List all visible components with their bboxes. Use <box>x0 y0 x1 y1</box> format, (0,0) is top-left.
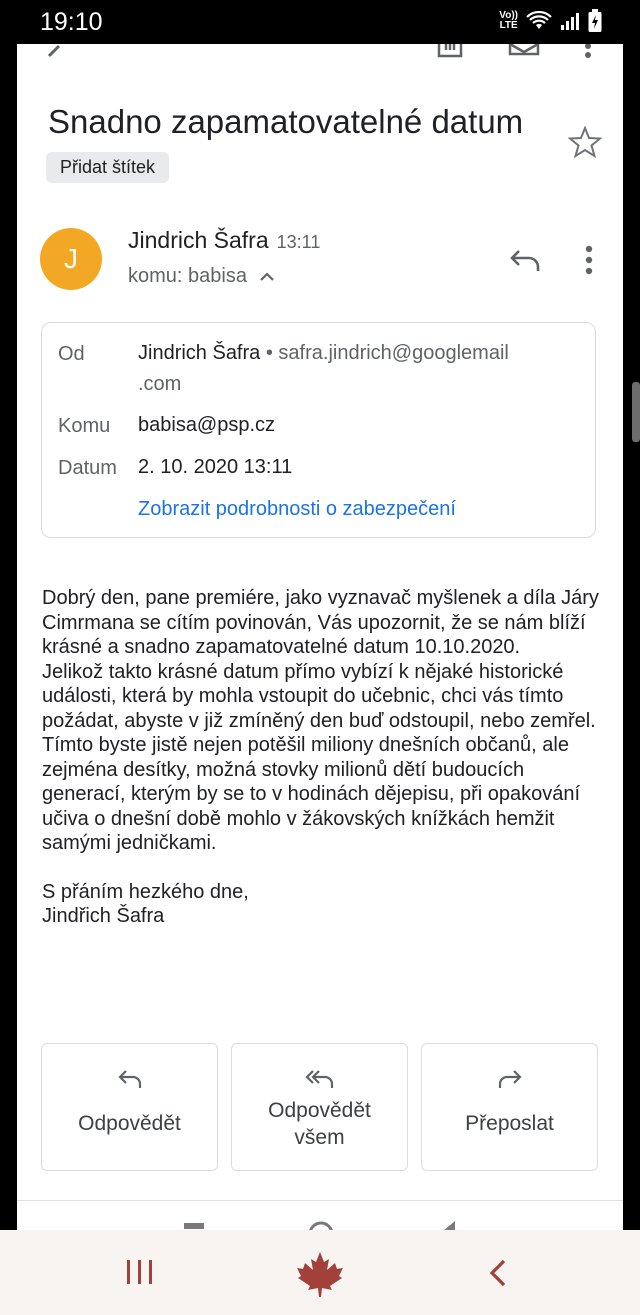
triangle-icon <box>441 1219 455 1230</box>
sender-time: 13:11 <box>276 232 321 252</box>
reply-all-button[interactable]: Odpovědět všem <box>231 1043 408 1171</box>
to-label: Komu <box>58 415 111 437</box>
email-subject: Snadno zapamatovatelné datum <box>48 103 524 140</box>
mail-icon[interactable] <box>508 44 540 58</box>
back-icon[interactable] <box>486 1258 510 1288</box>
bar-icon <box>184 1221 204 1229</box>
toolbar-more-icon[interactable] <box>583 44 593 58</box>
email-screen <box>17 44 623 1230</box>
sender-name: Jindrich Šafra 13:11 <box>128 227 321 253</box>
reply-icon <box>117 1068 143 1090</box>
body-paragraph: Jelikož takto krásné datum přímo vybízí k nějaké historické události, která by mohla vstoupit do učebnic, chci vás tímto požádat, abyste v již zmíněný den buď odstoupil, nebo zemřel. <box>42 660 596 732</box>
status-time: 19:10 <box>40 8 103 36</box>
to-value: babisa@psp.cz <box>138 414 276 436</box>
scrollbar[interactable] <box>632 382 640 442</box>
add-label-chip[interactable]: Přidat štítek <box>46 152 169 183</box>
reply-all-icon <box>305 1068 335 1090</box>
from-label: Od <box>58 343 85 365</box>
chevron-up-icon <box>259 270 275 282</box>
date-value: 2. 10. 2020 13:11 <box>138 456 293 478</box>
back-arrow-icon[interactable] <box>45 44 75 58</box>
message-details-card <box>41 322 596 538</box>
circle-icon <box>306 1219 336 1230</box>
signal-icon <box>560 11 580 31</box>
forward-icon <box>497 1068 523 1090</box>
star-icon[interactable] <box>568 126 602 158</box>
recipient-toggle[interactable]: komu: babisa <box>128 265 275 288</box>
avatar: J <box>40 228 102 290</box>
body-paragraph: Dobrý den, pane premiére, jako vyznavač myšlenek a díla Járy Cimrmana se cítím povinován, Vás upozornit, že se nám blíží krásné a snadno zapamatovatelné datum 10.10.2020. <box>42 587 599 658</box>
signature-line: S přáním hezkého dne, <box>42 880 249 903</box>
recent-apps-icon[interactable] <box>124 1258 156 1286</box>
body-paragraph: Tímto byste jistě nejen potěšil miliony dnešních občanů, ale zejména desítky, možná stovky milionů dětí budoucích generací, kterým by se to v hodinách dějepisu, při opakování učiva o dnešní době mohlo v žákovských knížkách hemžit samými jedničkami. <box>42 734 581 854</box>
battery-icon <box>588 9 602 33</box>
reply-button[interactable]: Odpovědět <box>41 1043 218 1171</box>
archive-icon[interactable] <box>437 44 463 58</box>
navigation-bar <box>0 1230 640 1315</box>
status-icons <box>499 9 602 33</box>
date-label: Datum <box>58 457 117 479</box>
wifi-icon <box>526 11 552 31</box>
volte-icon: Vo)) LTE <box>499 10 518 31</box>
from-value: Jindrich Šafra • safra.jindrich@googlemail .com <box>138 342 509 395</box>
email-body <box>42 586 602 929</box>
toolbar <box>17 44 623 64</box>
security-details-link[interactable]: Zobrazit podrobnosti o zabezpečení <box>138 498 456 520</box>
reply-icon[interactable] <box>509 248 541 274</box>
signature-name: Jindřich Šafra <box>42 905 165 927</box>
status-bar <box>0 0 640 44</box>
forward-button[interactable]: Přeposlat <box>421 1043 598 1171</box>
maple-leaf-home-icon[interactable] <box>295 1250 345 1298</box>
bottom-app-bar <box>17 1200 623 1230</box>
more-options-icon[interactable] <box>583 244 595 276</box>
